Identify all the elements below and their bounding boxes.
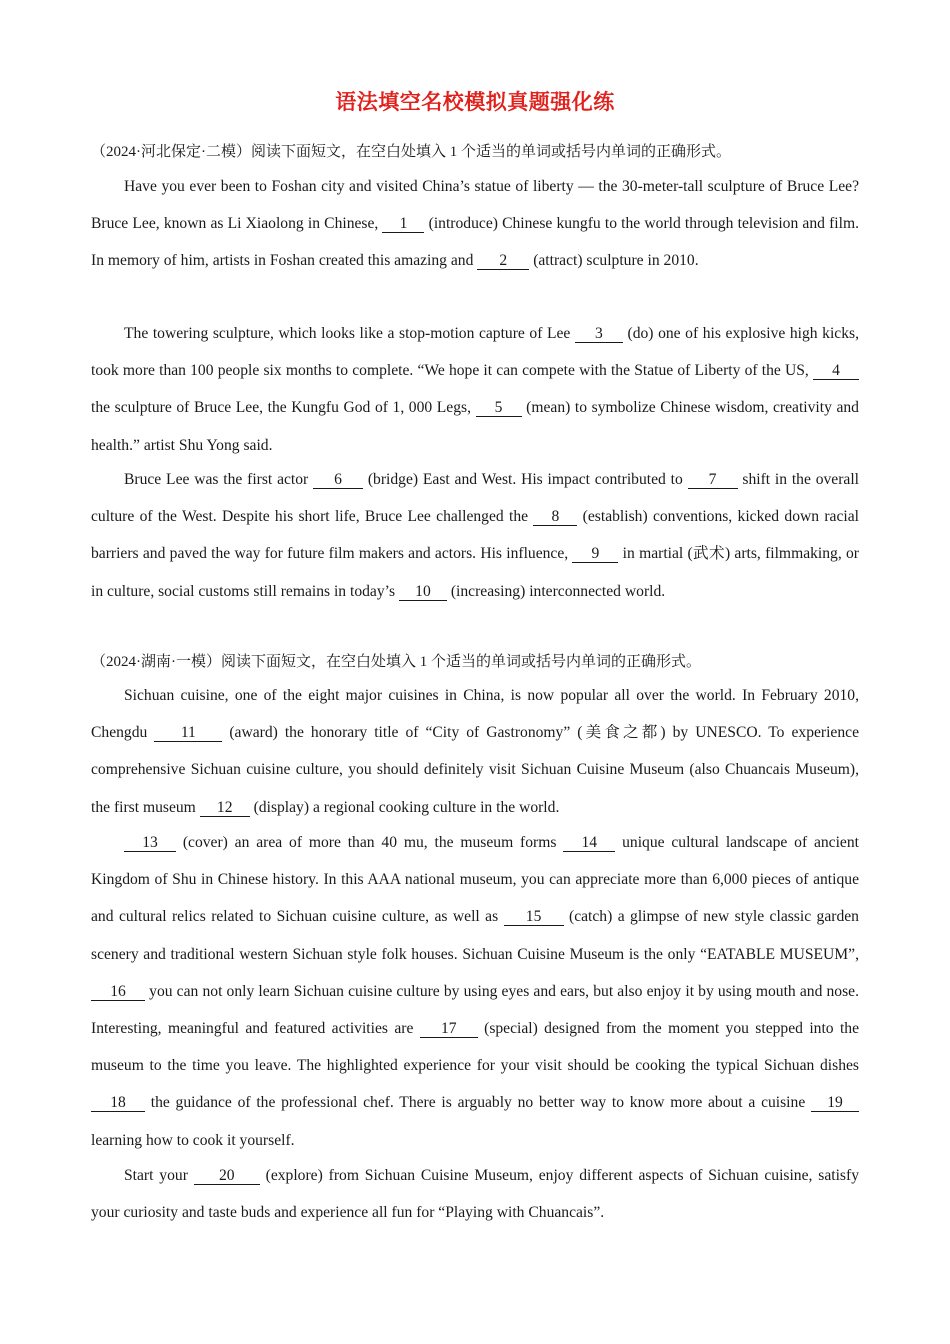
blank-19[interactable]: 19 — [811, 1094, 859, 1112]
passage2-paragraph1 — [91, 677, 859, 826]
blank-6[interactable]: 6 — [313, 471, 363, 489]
text: shift in the overall culture of the West. Despite his short life, Bruce Lee challenged the — [91, 471, 859, 526]
text: The towering sculpture, which looks like a stop-motion capture of Lee — [124, 325, 575, 342]
text: (mean) to symbolize Chinese wisdom, creativity and health.” artist Shu Yong said. — [91, 399, 859, 454]
blank-16[interactable]: 16 — [91, 983, 145, 1001]
text: (special) designed from the moment you stepped into the museum to the time you leave. The highlighted experience for your visit should be cooking the typical Sichuan dishes — [91, 1020, 859, 1075]
passage1-paragraph2 — [91, 315, 859, 464]
blank-9[interactable]: 9 — [572, 545, 618, 563]
text: Sichuan cuisine, one of the eight major cuisines in China, is now popular all over the world. In February 2010, Chengdu — [91, 687, 859, 742]
text: (explore) from Sichuan Cuisine Museum, enjoy different aspects of Sichuan cuisine, satisfy your curiosity and taste buds and experience all fun for “Playing with Chuancais”. — [91, 1167, 859, 1222]
blank-5[interactable]: 5 — [476, 399, 522, 417]
text: the sculpture of Bruce Lee, the Kungfu God of 1, 000 Legs, — [91, 399, 476, 417]
passage2-paragraph2 — [91, 824, 859, 1159]
blank-4[interactable]: 4 — [813, 362, 859, 380]
text: Have you ever been to Foshan city and visited China’s statue of liberty — the 30-meter-tall sculpture of Bruce Lee? Bruce Lee, known as Li Xiaolong in Chinese, — [91, 178, 859, 233]
text: learning how to cook it yourself. — [91, 1131, 295, 1149]
text: (bridge) East and West. His impact contributed to — [363, 471, 688, 488]
text: unique cultural landscape of ancient Kingdom of Shu in Chinese history. In this AAA national museum, you can appreciate more than 6,000 pieces of antique and cultural relics related to Sichuan cuisine culture, as well as — [91, 834, 859, 926]
text: (display) a regional cooking culture in the world. — [249, 798, 560, 816]
text: you can not only learn Sichuan cuisine culture by using eyes and ears, but also enjoy it by using mouth and nose. Interesting, meaningful and featured activities are — [91, 982, 859, 1038]
passage1-paragraph1 — [91, 168, 859, 280]
blank-3[interactable]: 3 — [575, 325, 623, 343]
page-title: 语法填空名校模拟真题强化练 — [335, 90, 615, 114]
passage1-source: （2024·河北保定·二模）阅读下面短文，在空白处填入 1 个适当的单词或括号内单词的正确形式。 — [91, 144, 731, 160]
text: (establish) conventions, kicked down racial barriers and paved the way for future film makers and actors. His influence, — [91, 508, 859, 563]
blank-8[interactable]: 8 — [533, 508, 577, 526]
blank-10[interactable]: 10 — [399, 583, 447, 601]
text: (introduce) Chinese kungfu to the world through television and film. In memory of him, artists in Foshan created this amazing and — [91, 215, 859, 270]
passage1-paragraph3 — [91, 461, 859, 610]
text: Start your — [124, 1167, 194, 1184]
text: (cover) an area of more than 40 mu, the museum forms — [176, 834, 564, 851]
blank-15[interactable]: 15 — [504, 908, 564, 926]
passage2-paragraph3 — [91, 1157, 859, 1231]
blank-14[interactable]: 14 — [563, 834, 615, 852]
blank-11[interactable]: 11 — [154, 724, 222, 742]
blank-2[interactable]: 2 — [477, 252, 529, 270]
text: (do) one of his explosive high kicks, took more than 100 people six months to complete. “We hope it can compete with the Statue of Liberty of the US, — [91, 325, 859, 380]
blank-12[interactable]: 12 — [200, 799, 250, 817]
text: Bruce Lee was the first actor — [124, 471, 314, 488]
text: (attract) sculpture in 2010. — [529, 252, 699, 270]
text: the guidance of the professional chef. There is arguably no better way to know more about a cuisine — [145, 1094, 811, 1112]
blank-1[interactable]: 1 — [382, 215, 424, 233]
passage2-source: （2024·湖南·一模）阅读下面短文，在空白处填入 1 个适当的单词或括号内单词的正确形式。 — [91, 654, 701, 670]
blank-7[interactable]: 7 — [688, 471, 738, 489]
blank-13[interactable]: 13 — [124, 834, 176, 852]
blank-17[interactable]: 17 — [420, 1020, 478, 1038]
text: (award) the honorary title of “City of Gastronomy” (美食之都) by UNESCO. To experience comprehensive Sichuan cuisine culture, you should definitely visit Sichuan Cuisine Museum (also Chuancais Museum), the first museum — [91, 724, 859, 816]
text: (increasing) interconnected world. — [446, 582, 666, 600]
blank-18[interactable]: 18 — [91, 1094, 145, 1112]
blank-20[interactable]: 20 — [194, 1167, 260, 1185]
text: (catch) a glimpse of new style classic garden scenery and traditional western Sichuan style folk houses. Sichuan Cuisine Museum is the only “EATABLE MUSEUM”, — [91, 908, 859, 963]
text: in martial (武术) arts, filmmaking, or in culture, social customs still remains in today’s — [91, 545, 859, 600]
